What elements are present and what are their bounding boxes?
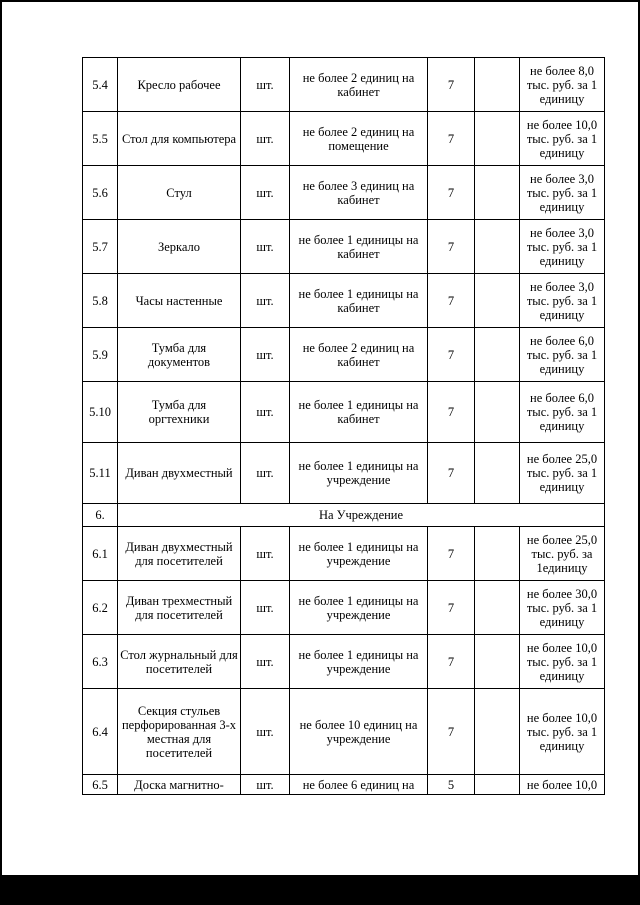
unit: шт. [241, 166, 290, 220]
section-number: 6. [83, 504, 118, 527]
empty-cell [475, 58, 520, 112]
quantity-norm: не более 1 единицы на кабинет [290, 382, 428, 443]
empty-cell [475, 443, 520, 504]
table-row [83, 635, 605, 689]
service-term: 7 [428, 443, 475, 504]
table-row [83, 581, 605, 635]
item-name: Доска магнитно- [118, 775, 241, 795]
price-limit: не более 3,0 тыс. руб. за 1 единицу [520, 166, 605, 220]
row-number: 5.4 [83, 58, 118, 112]
section-row [83, 504, 605, 527]
row-number: 6.5 [83, 775, 118, 795]
quantity-norm: не более 1 единицы на учреждение [290, 527, 428, 581]
unit: шт. [241, 581, 290, 635]
service-term: 7 [428, 58, 475, 112]
item-name: Часы настенные [118, 274, 241, 328]
empty-cell [475, 166, 520, 220]
item-name: Секция стульев перфорированная 3-х местная для посетителей [118, 689, 241, 775]
empty-cell [475, 775, 520, 795]
row-number: 5.8 [83, 274, 118, 328]
unit: шт. [241, 689, 290, 775]
quantity-norm: не более 2 единиц на кабинет [290, 328, 428, 382]
table-row [83, 689, 605, 775]
price-limit: не более 6,0 тыс. руб. за 1 единицу [520, 328, 605, 382]
item-name: Диван трехместный для посетителей [118, 581, 241, 635]
service-term: 7 [428, 635, 475, 689]
service-term: 7 [428, 581, 475, 635]
empty-cell [475, 328, 520, 382]
table-row [83, 274, 605, 328]
empty-cell [475, 689, 520, 775]
item-name: Стол журнальный для посетителей [118, 635, 241, 689]
table-row [83, 58, 605, 112]
price-limit: не более 3,0 тыс. руб. за 1 единицу [520, 274, 605, 328]
scan-left-border [0, 0, 2, 875]
table-row [83, 166, 605, 220]
table-row [83, 443, 605, 504]
unit: шт. [241, 635, 290, 689]
unit: шт. [241, 382, 290, 443]
price-limit: не более 10,0 тыс. руб. за 1 единицу [520, 689, 605, 775]
quantity-norm: не более 10 единиц на учреждение [290, 689, 428, 775]
empty-cell [475, 527, 520, 581]
table-row [83, 328, 605, 382]
item-name: Диван двухместный для посетителей [118, 527, 241, 581]
price-limit: не более 10,0 [520, 775, 605, 795]
row-number: 6.3 [83, 635, 118, 689]
row-number: 5.10 [83, 382, 118, 443]
service-term: 7 [428, 166, 475, 220]
row-number: 6.4 [83, 689, 118, 775]
service-term: 7 [428, 382, 475, 443]
row-number: 6.1 [83, 527, 118, 581]
row-number: 5.6 [83, 166, 118, 220]
unit: шт. [241, 527, 290, 581]
price-limit: не более 10,0 тыс. руб. за 1 единицу [520, 635, 605, 689]
unit: шт. [241, 775, 290, 795]
quantity-norm: не более 1 единицы на кабинет [290, 220, 428, 274]
unit: шт. [241, 58, 290, 112]
furniture-norms-table [82, 57, 605, 795]
unit: шт. [241, 328, 290, 382]
quantity-norm: не более 1 единицы на кабинет [290, 274, 428, 328]
service-term: 7 [428, 112, 475, 166]
empty-cell [475, 220, 520, 274]
quantity-norm: не более 1 единицы на учреждение [290, 635, 428, 689]
service-term: 7 [428, 328, 475, 382]
service-term: 7 [428, 220, 475, 274]
price-limit: не более 25,0 тыс. руб. за 1 единицу [520, 443, 605, 504]
unit: шт. [241, 220, 290, 274]
price-limit: не более 6,0 тыс. руб. за 1 единицу [520, 382, 605, 443]
scan-top-border [0, 0, 640, 2]
service-term: 5 [428, 775, 475, 795]
quantity-norm: не более 3 единиц на кабинет [290, 166, 428, 220]
item-name: Тумба для оргтехники [118, 382, 241, 443]
item-name: Стул [118, 166, 241, 220]
price-limit: не более 3,0 тыс. руб. за 1 единицу [520, 220, 605, 274]
row-number: 6.2 [83, 581, 118, 635]
quantity-norm: не более 2 единиц на кабинет [290, 58, 428, 112]
row-number: 5.11 [83, 443, 118, 504]
quantity-norm: не более 2 единиц на помещение [290, 112, 428, 166]
quantity-norm: не более 6 единиц на [290, 775, 428, 795]
row-number: 5.9 [83, 328, 118, 382]
unit: шт. [241, 112, 290, 166]
item-name: Зеркало [118, 220, 241, 274]
unit: шт. [241, 443, 290, 504]
item-name: Стол для компьютера [118, 112, 241, 166]
scan-bottom-band [0, 875, 640, 905]
service-term: 7 [428, 527, 475, 581]
item-name: Кресло рабочее [118, 58, 241, 112]
row-number: 5.7 [83, 220, 118, 274]
row-number: 5.5 [83, 112, 118, 166]
table-row [83, 775, 605, 795]
table-row [83, 112, 605, 166]
table-row [83, 220, 605, 274]
table-row [83, 382, 605, 443]
price-limit: не более 8,0 тыс. руб. за 1 единицу [520, 58, 605, 112]
empty-cell [475, 382, 520, 443]
price-limit: не более 30,0 тыс. руб. за 1 единицу [520, 581, 605, 635]
section-title: На Учреждение [118, 504, 605, 527]
empty-cell [475, 112, 520, 166]
empty-cell [475, 635, 520, 689]
table-row [83, 527, 605, 581]
service-term: 7 [428, 274, 475, 328]
price-limit: не более 25,0 тыс. руб. за 1единицу [520, 527, 605, 581]
quantity-norm: не более 1 единицы на учреждение [290, 443, 428, 504]
unit: шт. [241, 274, 290, 328]
price-limit: не более 10,0 тыс. руб. за 1 единицу [520, 112, 605, 166]
item-name: Диван двухместный [118, 443, 241, 504]
empty-cell [475, 581, 520, 635]
item-name: Тумба для документов [118, 328, 241, 382]
empty-cell [475, 274, 520, 328]
service-term: 7 [428, 689, 475, 775]
quantity-norm: не более 1 единицы на учреждение [290, 581, 428, 635]
